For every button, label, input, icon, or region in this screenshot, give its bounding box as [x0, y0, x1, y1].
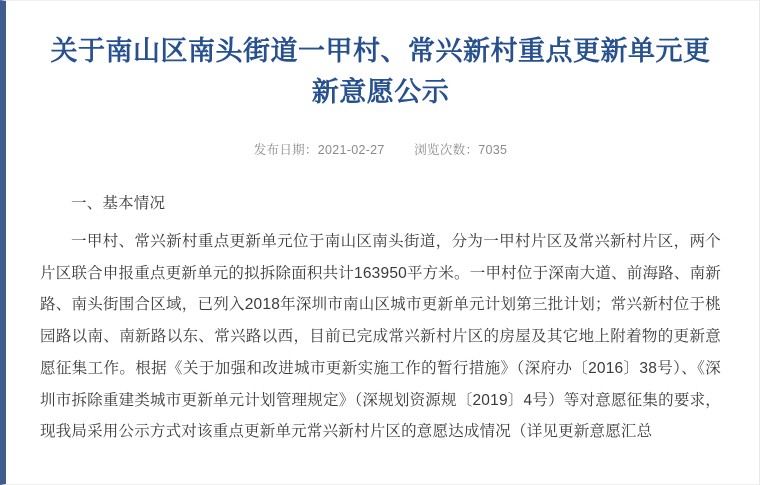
article-body	[40, 188, 721, 448]
views-count: 7035	[478, 143, 508, 157]
publish-date-value: 2021-02-27	[317, 143, 385, 157]
page-title: 关于南山区南头街道一甲村、常兴新村重点更新单元更新意愿公示	[50, 36, 711, 107]
document-content	[6, 1, 759, 448]
section-heading: 一、基本情况	[71, 195, 166, 212]
views-label: 浏览次数：	[414, 143, 479, 157]
document-meta	[40, 140, 721, 158]
body-paragraph: 一甲村、常兴新村重点更新单元位于南山区南头街道，分为一甲村片区及常兴新村片区，两个片区联合申报重点更新单元的拟拆除面积共计163950平方米。一甲村位于深南大道、前海路、南新路、南头街围合区域，已列入2018年深圳市南山区城市更新单元计划第三批计划；常兴新村位于桃园路以南、南新路以东、常兴路以西，目前已完成常兴新村片区的房屋及其它地上附着物的更新意愿征集工作。根据《关于加强和改进城市更新实施工作的暂行措施》（深府办〔2016〕38号）、《深圳市拆除重建类城市更新单元计划管理规定》（深规划资源规〔2019〕4号）等对意愿征集的要求，现我局采用公示方式对该重点更新单元常兴新村片区的意愿达成情况（详见更新意愿汇总	[40, 232, 721, 441]
publish-date-label: 发布日期：	[253, 143, 318, 157]
